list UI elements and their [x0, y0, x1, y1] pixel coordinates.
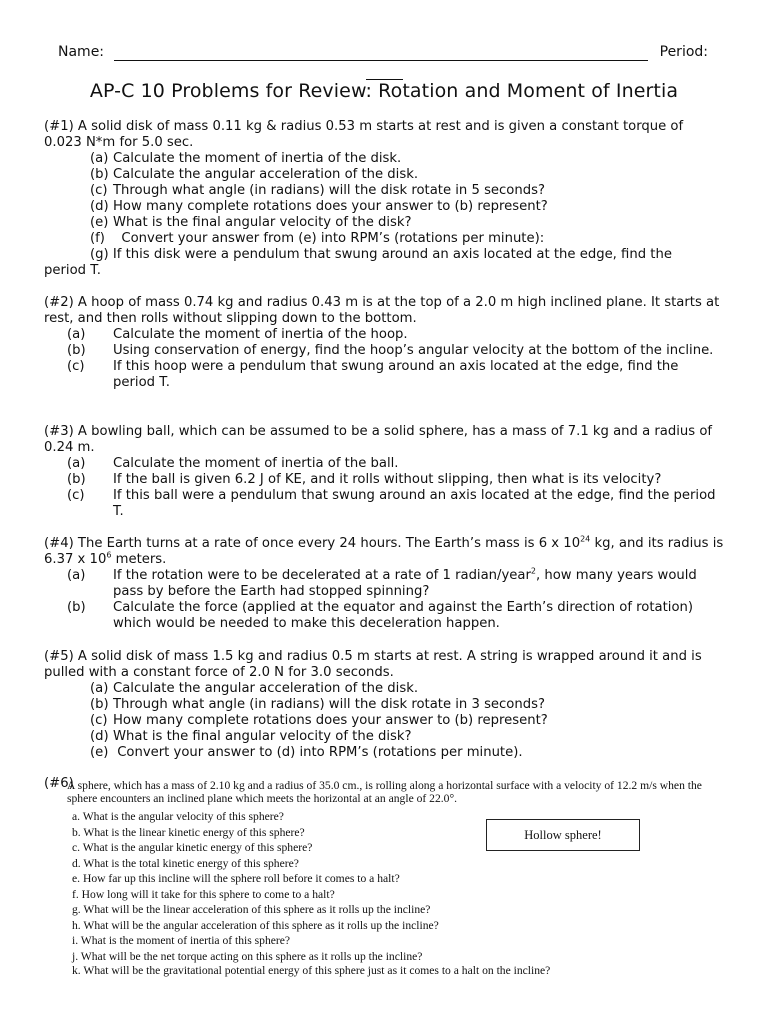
- problem-3-question-b: (b) If the ball is given 6.2 J of KE, and it rolls without slipping, then what is its velocity?: [67, 472, 662, 487]
- problem-1-question-g-continued: period T.: [44, 263, 101, 278]
- problem-6-number: (#6): [44, 776, 74, 791]
- problem-6-question-c: c. What is the angular kinetic energy of this sphere?: [72, 841, 313, 854]
- page-title: AP-C 10 Problems for Review: Rotation and Moment of Inertia: [89, 80, 679, 102]
- problem-6-question-j: j. What will be the net torque acting on this sphere as it rolls up the incline?: [72, 949, 423, 963]
- problem-3-question-c: (c) If this ball were a pendulum that swung around an axis located at the edge, find the period T.: [67, 488, 716, 519]
- problem-6-question-g: g. What will be the linear acceleration of this sphere as it rolls up the incline?: [72, 903, 431, 916]
- problem-3: [44, 424, 724, 520]
- problem-5-intro: (#5) A solid disk of mass 1.5 kg and radius 0.5 m starts at rest. A string is wrapped around it and is pulled with a constant force of 2.0 N for 3.0 seconds.: [44, 649, 702, 680]
- problem-5-question-a: (a) Calculate the angular acceleration of the disk.: [90, 681, 419, 696]
- problem-6-question-i: i. What is the moment of inertia of this sphere?: [72, 934, 291, 947]
- problem-4-questions: [44, 568, 724, 632]
- problem-1-intro: (#1) A solid disk of mass 0.11 kg & radius 0.53 m starts at rest and is given a constant torque of 0.023 N*m for 5.0 sec.: [44, 119, 684, 150]
- name-blank-line: [114, 60, 648, 61]
- problem-1-question-b: (b) Calculate the angular acceleration of the disk.: [90, 167, 419, 182]
- problem-1-questions: [44, 151, 724, 279]
- name-label: Name:: [58, 44, 105, 60]
- problem-3-intro: (#3) A bowling ball, which can be assumed to be a solid sphere, has a mass of 7.1 kg and a radius of 0.24 m.: [44, 424, 713, 455]
- problem-6-intro: A sphere, which has a mass of 2.10 kg and a radius of 35.0 cm., is rolling along a horizontal surface with a velocity of 12.2 m/s when the sphere encounters an inclined plane which meets the horizontal at an angle of 22.0°.: [67, 779, 702, 806]
- problem-1-question-g: (g) If this disk were a pendulum that swung around an axis located at the edge, find the: [90, 247, 672, 262]
- problem-2-question-c: (c) If this hoop were a pendulum that swung around an axis located at the edge, find the period T.: [67, 359, 679, 390]
- problem-6-question-k: k. What will be the gravitational potential energy of this sphere just as it comes to a halt on the incline?: [72, 964, 551, 977]
- problem-5-question-c: (c) How many complete rotations does your answer to (b) represent?: [90, 713, 548, 728]
- problem-3-question-a: (a) Calculate the moment of inertia of the ball.: [67, 456, 399, 471]
- problem-4-question-a: (a) If the rotation were to be decelerated at a rate of 1 radian/year$^2$, how many years would pass by before the Earth had stopped spinning?: [67, 566, 697, 599]
- problem-4-question-b: (b) Calculate the force (applied at the equator and against the Earth’s direction of rotation) which would be needed to make this deceleration happen.: [67, 600, 694, 631]
- problem-1: [44, 119, 724, 279]
- problem-5-question-d: (d) What is the final angular velocity of the disk?: [90, 729, 412, 744]
- problem-1-question-e: (e) What is the final angular velocity of the disk?: [90, 215, 412, 230]
- problem-6-question-b: b. What is the linear kinetic energy of this sphere?: [72, 825, 305, 839]
- period-label: Period:: [659, 44, 708, 60]
- problem-2-question-a: (a) Calculate the moment of inertia of the hoop.: [67, 327, 408, 342]
- problem-2-intro: (#2) A hoop of mass 0.74 kg and radius 0.43 m is at the top of a 2.0 m high inclined plane. It starts at rest, and then rolls without slipping down to the bottom.: [44, 295, 720, 326]
- problem-4: [44, 536, 724, 632]
- problem-1-question-f: (f) Convert your answer from (e) into RPM’s (rotations per minute):: [90, 231, 545, 246]
- problem-5-questions: [44, 681, 724, 761]
- problem-2: [44, 295, 724, 391]
- problem-5-question-e: (e) Convert your answer to (d) into RPM’s (rotations per minute).: [90, 745, 523, 760]
- problem-5-question-b: (b) Through what angle (in radians) will the disk rotate in 3 seconds?: [90, 697, 545, 712]
- problem-5: [44, 649, 724, 761]
- problem-6-question-a: a. What is the angular velocity of this sphere?: [72, 810, 284, 823]
- header-row: [58, 44, 708, 64]
- problem-6-question-d: d. What is the total kinetic energy of this sphere?: [72, 856, 299, 870]
- problem-2-questions: [44, 327, 724, 391]
- problem-6-question-f: f. How long will it take for this sphere to come to a halt?: [72, 887, 335, 901]
- problem-2-question-b: (b) Using conservation of energy, find the hoop’s angular velocity at the bottom of the incline.: [67, 343, 714, 358]
- problem-3-questions: [44, 456, 724, 520]
- problem-6-question-h: h. What will be the angular acceleration of this sphere as it rolls up the incline?: [72, 918, 439, 932]
- problem-1-question-d: (d) How many complete rotations does your answer to (b) represent?: [90, 199, 548, 214]
- problem-4-intro: (#4) The Earth turns at a rate of once every 24 hours. The Earth’s mass is 6 x $10^{24}$ kg, and its radius is 6.37 x $10^6$ meters.: [44, 534, 724, 567]
- hollow-sphere-note-box: Hollow sphere!: [486, 819, 640, 851]
- problem-6-question-e: e. How far up this incline will the sphere roll before it comes to a halt?: [72, 872, 400, 885]
- problem-1-question-a: (a) Calculate the moment of inertia of the disk.: [90, 151, 402, 166]
- problem-1-question-c: (c) Through what angle (in radians) will the disk rotate in 5 seconds?: [90, 183, 545, 198]
